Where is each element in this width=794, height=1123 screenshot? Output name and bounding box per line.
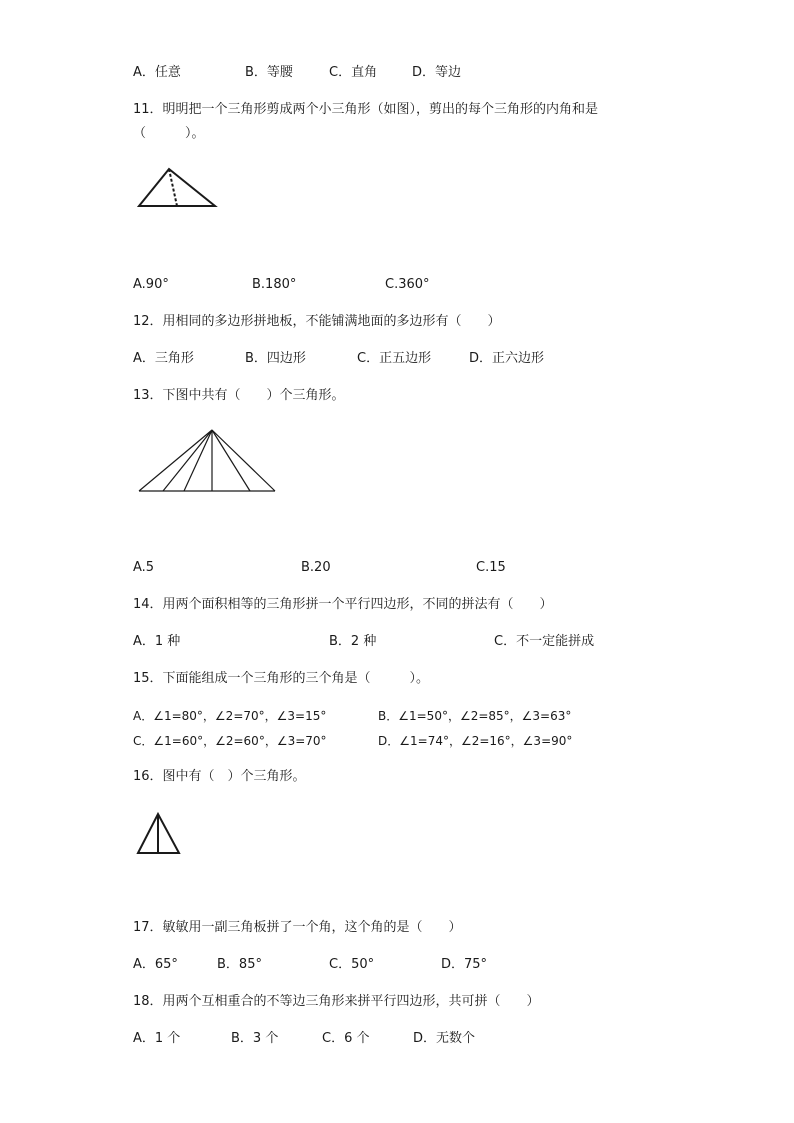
q17-option-c: C．50° (329, 957, 375, 972)
q10-option-d: D．等边 (412, 65, 462, 80)
q10-option-a: A．任意 (133, 65, 181, 80)
q16-triangle-figure (134, 810, 184, 858)
q17-stem: 17．敏敏用一副三角板拼了一个角，这个角的是（ ） (133, 920, 462, 935)
q10-option-c: C．直角 (329, 65, 378, 80)
q12-option-d: D．正六边形 (469, 351, 545, 366)
q17-option-d: D．75° (441, 957, 488, 972)
q16-stem: 16．图中有（ ）个三角形。 (133, 769, 306, 784)
q13-fan-triangle-figure (134, 426, 278, 496)
q18-option-c: C．6 个 (322, 1031, 370, 1046)
q12-option-b: B．四边形 (245, 351, 306, 366)
q15-option-a: A．∠1=80°，∠2=70°，∠3=15° (133, 709, 327, 723)
q13-stem: 13．下图中共有（ ）个三角形。 (133, 388, 345, 403)
q14-option-c: C．不一定能拼成 (494, 634, 595, 649)
q14-option-b: B．2 种 (329, 634, 377, 649)
q13-option-c: C.15 (476, 560, 506, 575)
q15-option-d: D．∠1=74°，∠2=16°，∠3=90° (378, 734, 573, 748)
q12-stem: 12．用相同的多边形拼地板，不能铺满地面的多边形有（ ） (133, 314, 501, 329)
q18-option-a: A．1 个 (133, 1031, 181, 1046)
q14-stem: 14．用两个面积相等的三角形拼一个平行四边形，不同的拼法有（ ） (133, 597, 553, 612)
q11-triangle-figure (134, 164, 220, 212)
q10-option-b: B．等腰 (245, 65, 293, 80)
q17-option-a: A．65° (133, 957, 178, 972)
q18-stem: 18．用两个互相重合的不等边三角形来拼平行四边形，共可拼（ ） (133, 994, 540, 1009)
q15-stem: 15．下面能组成一个三角形的三个角是（ ）。 (133, 671, 430, 686)
q15-option-c: C．∠1=60°，∠2=60°，∠3=70° (133, 734, 327, 748)
q11-stem-line2: （ ）。 (133, 126, 205, 141)
q17-option-b: B．85° (217, 957, 262, 972)
q13-option-b: B.20 (301, 560, 331, 575)
q12-option-c: C．正五边形 (357, 351, 432, 366)
q11-option-c: C.360° (385, 277, 430, 292)
q15-option-b: B．∠1=50°，∠2=85°，∠3=63° (378, 709, 572, 723)
q13-option-a: A.5 (133, 560, 155, 575)
q11-option-b: B.180° (252, 277, 297, 292)
q18-option-b: B．3 个 (231, 1031, 279, 1046)
q18-option-d: D．无数个 (413, 1031, 476, 1046)
q11-stem-line1: 11．明明把一个三角形剪成两个小三角形（如图），剪出的每个三角形的内角和是 (133, 102, 599, 117)
q12-option-a: A．三角形 (133, 351, 194, 366)
q14-option-a: A．1 种 (133, 634, 181, 649)
q11-option-a: A.90° (133, 277, 169, 292)
